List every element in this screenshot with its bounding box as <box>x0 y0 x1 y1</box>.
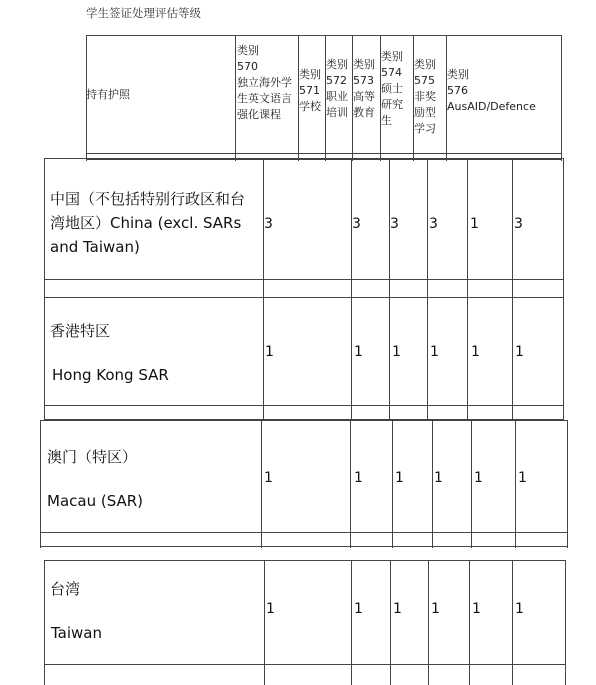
table-cell: 1 <box>265 344 274 360</box>
table-cell: 1 <box>266 601 275 617</box>
row-label-line: Macau (SAR) <box>47 492 144 510</box>
table-cell: 1 <box>431 601 440 617</box>
header-col-574: 类别 574 硕士研究生 <box>381 50 403 127</box>
table-cell: 1 <box>474 470 483 486</box>
row-label-line: 湾地区）China (excl. SARs <box>50 214 242 232</box>
table-cell: 1 <box>515 344 524 360</box>
row-label-line: and Taiwan) <box>50 238 140 256</box>
table-cell: 3 <box>390 216 399 232</box>
table-cell: 1 <box>392 344 401 360</box>
row-label-line: Hong Kong SAR <box>52 366 169 384</box>
table-cell: 1 <box>430 344 439 360</box>
table-row <box>0 158 596 298</box>
table-cell: 1 <box>395 470 404 486</box>
table-cell: 1 <box>354 601 363 617</box>
table-cell: 1 <box>354 470 363 486</box>
table-cell: 1 <box>434 470 443 486</box>
header-col-576: 类别 576 AusAID/Defence <box>447 68 536 113</box>
table-cell: 1 <box>472 601 481 617</box>
table-cell: 1 <box>264 470 273 486</box>
header-table <box>86 35 562 161</box>
row-label-line: 中国（不包括特别行政区和台 <box>50 190 246 208</box>
header-col-572: 类别 572 职业培训 <box>326 58 348 119</box>
header-col-573: 类别 573 高等教育 <box>353 58 375 119</box>
table-cell: 3 <box>429 216 438 232</box>
header-passport: 持有护照 <box>86 88 130 101</box>
row-label-line: 澳门（特区） <box>47 448 138 466</box>
table-cell: 1 <box>471 344 480 360</box>
table-cell: 1 <box>354 344 363 360</box>
table-cell: 3 <box>264 216 273 232</box>
table-cell: 1 <box>515 601 524 617</box>
table-cell: 1 <box>518 470 527 486</box>
header-col-571: 类别 571 学校 <box>299 68 321 113</box>
table-cell: 1 <box>393 601 402 617</box>
table-row <box>0 298 596 420</box>
page-title: 学生签证处理评估等级 <box>86 6 201 20</box>
row-label-line: 台湾 <box>50 580 81 598</box>
table-cell: 3 <box>352 216 361 232</box>
table-cell: 3 <box>514 216 523 232</box>
row-label-line: Taiwan <box>51 624 103 642</box>
table-row <box>0 420 596 560</box>
header-col-570: 类别 570 独立海外学生英文语言强化课程 <box>237 44 292 121</box>
table-row <box>0 560 596 685</box>
row-label-line: 香港特区 <box>50 322 111 340</box>
header-col-575: 类别 575 非奖励型学习 <box>414 58 436 135</box>
table-cell: 1 <box>470 216 479 232</box>
